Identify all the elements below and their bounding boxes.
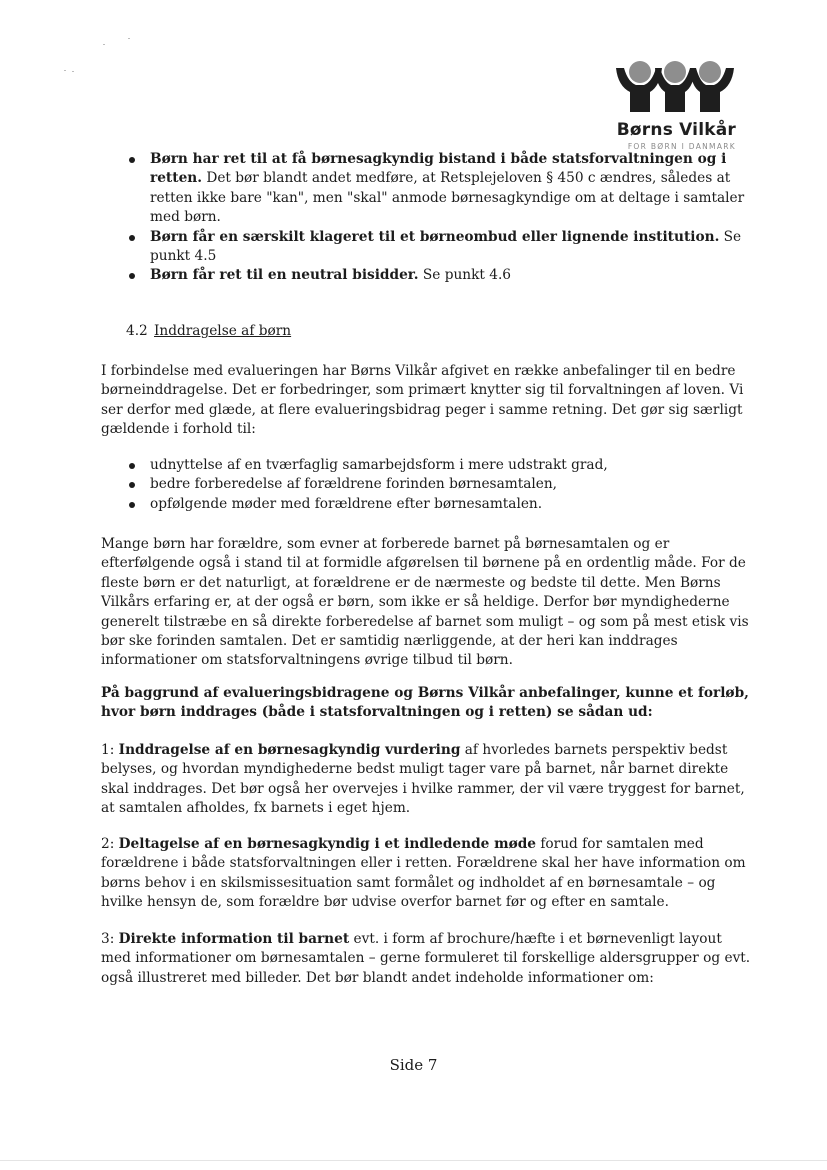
page-number: Side 7 — [389, 1056, 438, 1074]
list-item — [126, 228, 746, 267]
bullet-bold: Børn får en særskilt klageret til et børneombud eller lignende institution. — [150, 228, 720, 245]
intro-paragraph: I forbindelse med evalueringen har Børns Vilkår afgivet en række anbefalinger til en bedre børneinddragelse. Det er forbedringer, som primært knytter sig til forvaltningen af loven. Vi ser derfor med glæde, at flere evalueringsbidrag peger i samme retning. Det gør sig særligt gældende i forhold til: — [101, 363, 744, 438]
body-paragraph: Mange børn har forældre, som evner at forberede barnet på børnesamtalen og er efterfølgende også i stand til at formidle afgørelsen til børnene på en ordentlig måde. For de fleste børn er det naturligt, at forældrene er de nærmeste og bedste til dette. Men Børns Vilkårs erfaring er, at der også er børn, som ikke er så heldige. Derfor bør myndighederne generelt tilstræbe en så direkte forberedelse af barnet som muligt – og som på mest etisk vis bør ske forinden samtalen. Det er samtidig nærliggende, at der heri kan inddrages informationer om statsforvaltningens øvrige tilbud til børn. — [101, 536, 749, 669]
step-title: Direkte information til barnet — [118, 931, 350, 947]
list-item: opfølgende møder med forældrene efter børnesamtalen. — [126, 495, 726, 514]
step-1 — [101, 741, 751, 819]
bullet-bold: Børn får ret til en neutral bisidder. — [150, 267, 419, 284]
step-text: af hvorledes barnets perspektiv bedst belyses, og hvordan myndighederne bedst muligt tager vare på barnet, når barnet direkte skal inddrages. Det bør også her overvejes i hvilke rammer, der vil være tryggest for barnet, at samtalen afholdes, fx barnets i eget hjem. — [101, 742, 745, 817]
step-text: evt. i form af brochure/hæfte i et børnevenligt layout med informationer om børnesamtalen – gerne formuleret til forskellige aldersgrupper og evt. også illustreret med billeder. Det bør blandt andet indeholde informationer om: — [101, 931, 751, 986]
list-item — [126, 266, 746, 285]
recommendation-bullets — [126, 150, 746, 286]
step-prefix: 1: — [101, 742, 119, 758]
process-heading: På baggrund af evalueringsbidragene og Børns Vilkår anbefalinger, kunne et forløb, hvor børn inddrages (både i statsforvaltningen og i retten) se sådan ud: — [101, 685, 749, 721]
step-prefix: 2: — [101, 836, 119, 852]
borns-vilkar-logo — [608, 58, 738, 154]
step-2 — [101, 835, 751, 913]
section-title: Inddragelse af børn — [154, 323, 292, 339]
bullet-text: Se punkt 4.6 — [418, 267, 511, 284]
section-heading — [126, 322, 526, 341]
logo-figures-icon — [614, 58, 738, 118]
step-3 — [101, 930, 751, 988]
bullet-text: Se punkt 4.5 — [150, 228, 742, 265]
section-number: 4.2 — [126, 323, 148, 339]
focus-list — [126, 456, 726, 514]
list-item — [126, 150, 746, 228]
logo-name: Børns Vilkår — [616, 120, 736, 140]
step-title: Deltagelse af en børnesagkyndig i et indledende møde — [118, 836, 537, 852]
step-text: forud for samtalen med forældrene i både statsforvaltningen eller i retten. Forældrene skal her have information om børns behov i en skilsmissesituation samt formålet og indholdet af en børnesamtale – og hvilke hensyn de, som forældre bør udvise overfor barnet før og efter en samtale. — [101, 836, 746, 911]
list-item: bedre forberedelse af forældrene forinden børnesamtalen, — [126, 475, 726, 494]
list-item: udnyttelse af en tværfaglig samarbejdsform i mere udstrakt grad, — [126, 456, 726, 475]
bullet-text: Det bør blandt andet medføre, at Retsplejeloven § 450 c ændres, således at retten ikke bare "kan", men "skal" anmode børnesagkyndige om at deltage i samtaler med børn. — [150, 170, 745, 226]
scan-edge — [0, 1160, 827, 1161]
logo-subtitle: FOR BØRN I DANMARK — [627, 142, 736, 151]
step-title: Inddragelse af en børnesagkyndig vurdering — [118, 742, 461, 758]
bullet-bold: Børn har ret til at få børnesagkyndig bistand i både statsforvaltningen og i retten. — [150, 151, 727, 187]
step-prefix: 3: — [101, 931, 119, 947]
